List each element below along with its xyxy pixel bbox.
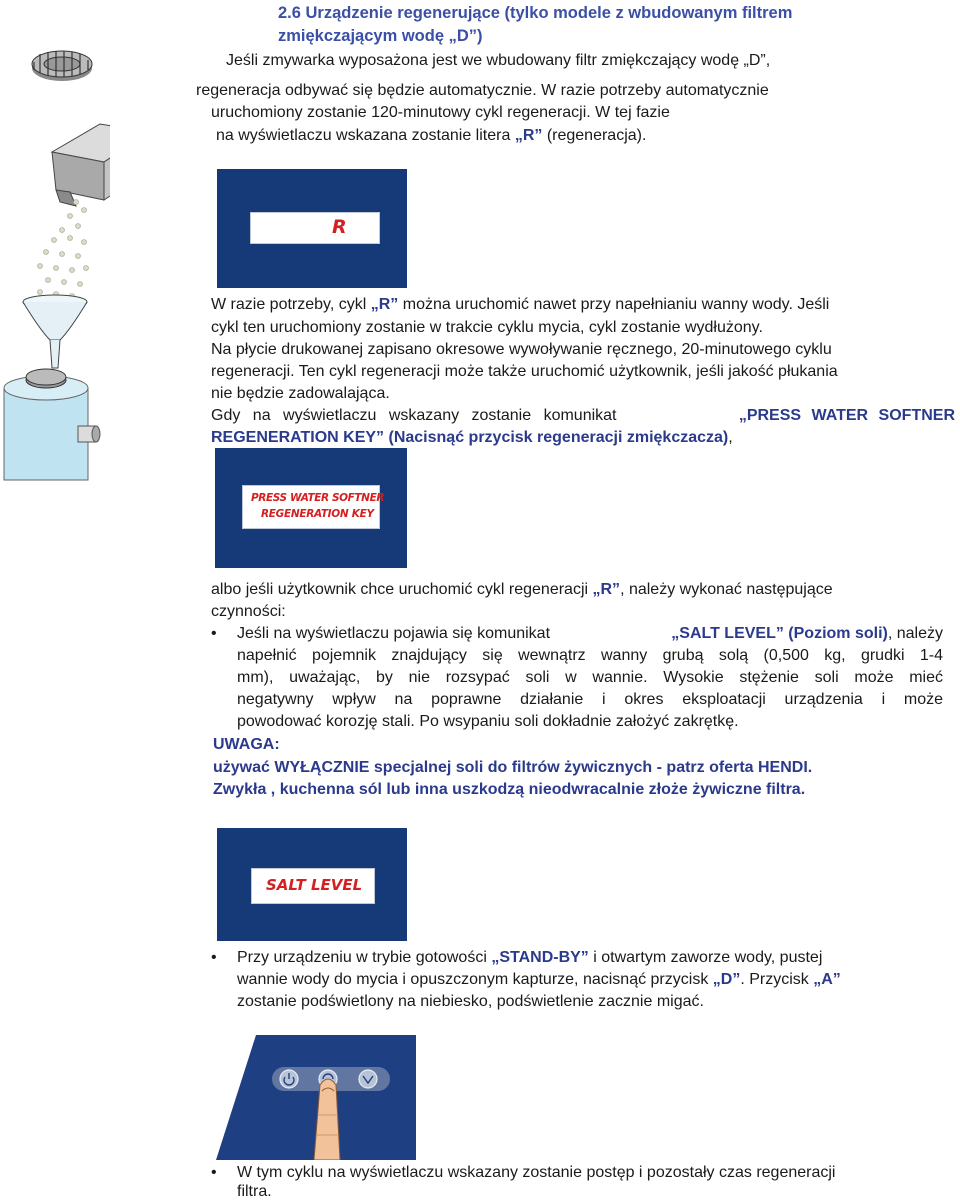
para2-line6: [211, 405, 955, 428]
para2-line7: [211, 427, 733, 450]
salt-grains: [38, 200, 89, 299]
bullet1-line5: powodować korozję stali. Po wsypaniu soli dokładnie założyć zakrętkę.: [237, 713, 739, 730]
intro-line4-post: (regeneracja).: [542, 127, 647, 144]
para3-line1-pre: albo jeśli użytkownik chce uruchomić cykl regeneracji: [211, 581, 593, 598]
para3-line1: [211, 579, 833, 602]
bullet3-line2: filtra.: [237, 1183, 272, 1200]
intro-line4: [216, 125, 646, 148]
intro-line1: Jeśli zmywarka wyposażona jest we wbudowany filtr zmiękczający wodę „D”,: [226, 52, 771, 69]
bullet2-line1-pre: Przy urządzeniu w trybie gotowości: [237, 949, 492, 966]
bullet2-line2: [237, 969, 841, 992]
bullet2-line2-pre: wannie wody do mycia i opuszczonym kapturze, nacisnąć przycisk: [237, 971, 713, 988]
lcd-screen-3: [251, 868, 375, 904]
display-panel-press-water: [215, 448, 407, 568]
bullet2-line3: zostanie podświetlony na niebiesko, podświetlenie zacznie migać.: [237, 993, 704, 1010]
display-panel-regeneration: [217, 169, 407, 288]
lcd-line-regeneration-key: REGENERATION KEY: [261, 508, 374, 520]
bullet2-marker: •: [211, 949, 217, 966]
para2-line6-pre: Gdy na wyświetlaczu wskazany zostanie komunikat: [211, 407, 617, 424]
salt-box-icon: [52, 124, 110, 206]
para2-line4: regeneracji. Ten cykl regeneracji może także uruchomić użytkownik, jeśli jakość płukania: [211, 363, 838, 380]
bullet1-line3: mm), uważając, by nie rozsypać soli w wannie. Wysokie stężenie soli może mieć: [237, 669, 943, 686]
bullet2-key-a: „A”: [813, 971, 841, 988]
bullet1-line4: negatywny wpływ na poprawne działanie i okres eksploatacji urządzenia i może: [237, 691, 943, 708]
section-heading: [278, 2, 792, 48]
water-tank-icon: [4, 369, 100, 480]
para2-line7-post: ,: [728, 429, 733, 446]
bullet2-line1-post: i otwartym zaworze wody, pustej: [588, 949, 823, 966]
para2-line5: nie będzie zadowalająca.: [211, 385, 390, 402]
salt-refill-illustration: [0, 40, 110, 485]
bullet1-line2: napełnić pojemnik znajdujący się wewnątrz wanny grubą solą (0,500 kg, grudki 1-4: [237, 647, 943, 664]
para2-line1-pre: W razie potrzeby, cykl: [211, 296, 371, 313]
power-button-icon: [280, 1070, 298, 1088]
lcd-line-press-water: PRESS WATER SOFTNER: [251, 492, 385, 504]
bullet2-line1: [237, 947, 822, 970]
salt-cap-icon: [32, 51, 92, 81]
lcd-screen: [250, 212, 380, 244]
para2-line2: cykl ten uruchomiony zostanie w trakcie cyklu mycia, cykl zostanie wydłużony.: [211, 319, 763, 336]
para3-line2: czynności:: [211, 603, 286, 620]
lcd-screen-2: [242, 485, 385, 529]
intro-line3: uruchomiony zostanie 120-minutowy cykl regeneracji. W tej fazie: [211, 104, 670, 121]
bullet2-key-d: „D”: [712, 971, 741, 988]
warning-label: UWAGA:: [213, 736, 280, 753]
para2-key-r: „R”: [370, 296, 399, 313]
funnel-icon: [23, 295, 87, 368]
section-heading-line1: 2.6 Urządzenie regenerujące (tylko modele z wbudowanym filtrem: [278, 4, 793, 22]
bullet1-marker: •: [211, 625, 217, 642]
para2-line1: [211, 294, 829, 317]
control-panel-illustration: [216, 1035, 416, 1160]
lcd-letter-r: R: [332, 216, 347, 238]
intro-line2: regeneracja odbywać się będzie automatycznie. W razie potrzeby automatycznie: [196, 82, 769, 99]
display-panel-salt-level: [217, 828, 407, 941]
bullet3-line1: W tym cyklu na wyświetlaczu wskazany zostanie postęp i pozostały czas regeneracji: [237, 1164, 836, 1181]
bullet1-line1-pre: Jeśli na wyświetlaczu pojawia się komunikat: [237, 625, 551, 642]
section-heading-line2: zmiękczającym wodę „D”): [278, 27, 483, 45]
para2-key-press-water: „PRESS WATER SOFTNER: [738, 407, 955, 424]
para3-line1-post: , należy wykonać następujące: [620, 581, 833, 598]
lcd-salt-level: SALT LEVEL: [266, 876, 363, 894]
intro-line4-pre: na wyświetlaczu wskazana zostanie litera: [216, 127, 515, 144]
para2-line1-post: można uruchomić nawet przy napełnianiu wanny wody. Jeśli: [398, 296, 830, 313]
para2-key-regeneration: REGENERATION KEY” (Nacisnąć przycisk regeneracji zmiękczacza): [211, 429, 729, 446]
intro-key-r: „R”: [514, 127, 543, 144]
bullet1-key-salt-level: „SALT LEVEL” (Poziom soli): [671, 625, 888, 642]
bullet2-key-standby: „STAND-BY”: [491, 949, 589, 966]
warning-line2: Zwykła , kuchenna sól lub inna uszkodzą nieodwracalnie złoże żywiczne filtra.: [213, 781, 806, 798]
bullet1-line1: [237, 623, 943, 646]
warning-line1: używać WYŁĄCZNIE specjalnej soli do filtrów żywicznych - patrz oferta HENDI.: [213, 759, 813, 776]
bullet3-marker: •: [211, 1164, 217, 1181]
wash-button-icon: [359, 1070, 377, 1088]
para3-key-r: „R”: [592, 581, 621, 598]
bullet1-line1-post: , należy: [887, 625, 943, 642]
bullet2-line2-mid: . Przycisk: [740, 971, 814, 988]
para2-line3: Na płycie drukowanej zapisano okresowe wywoływanie ręcznego, 20-minutowego cyklu: [211, 341, 832, 358]
